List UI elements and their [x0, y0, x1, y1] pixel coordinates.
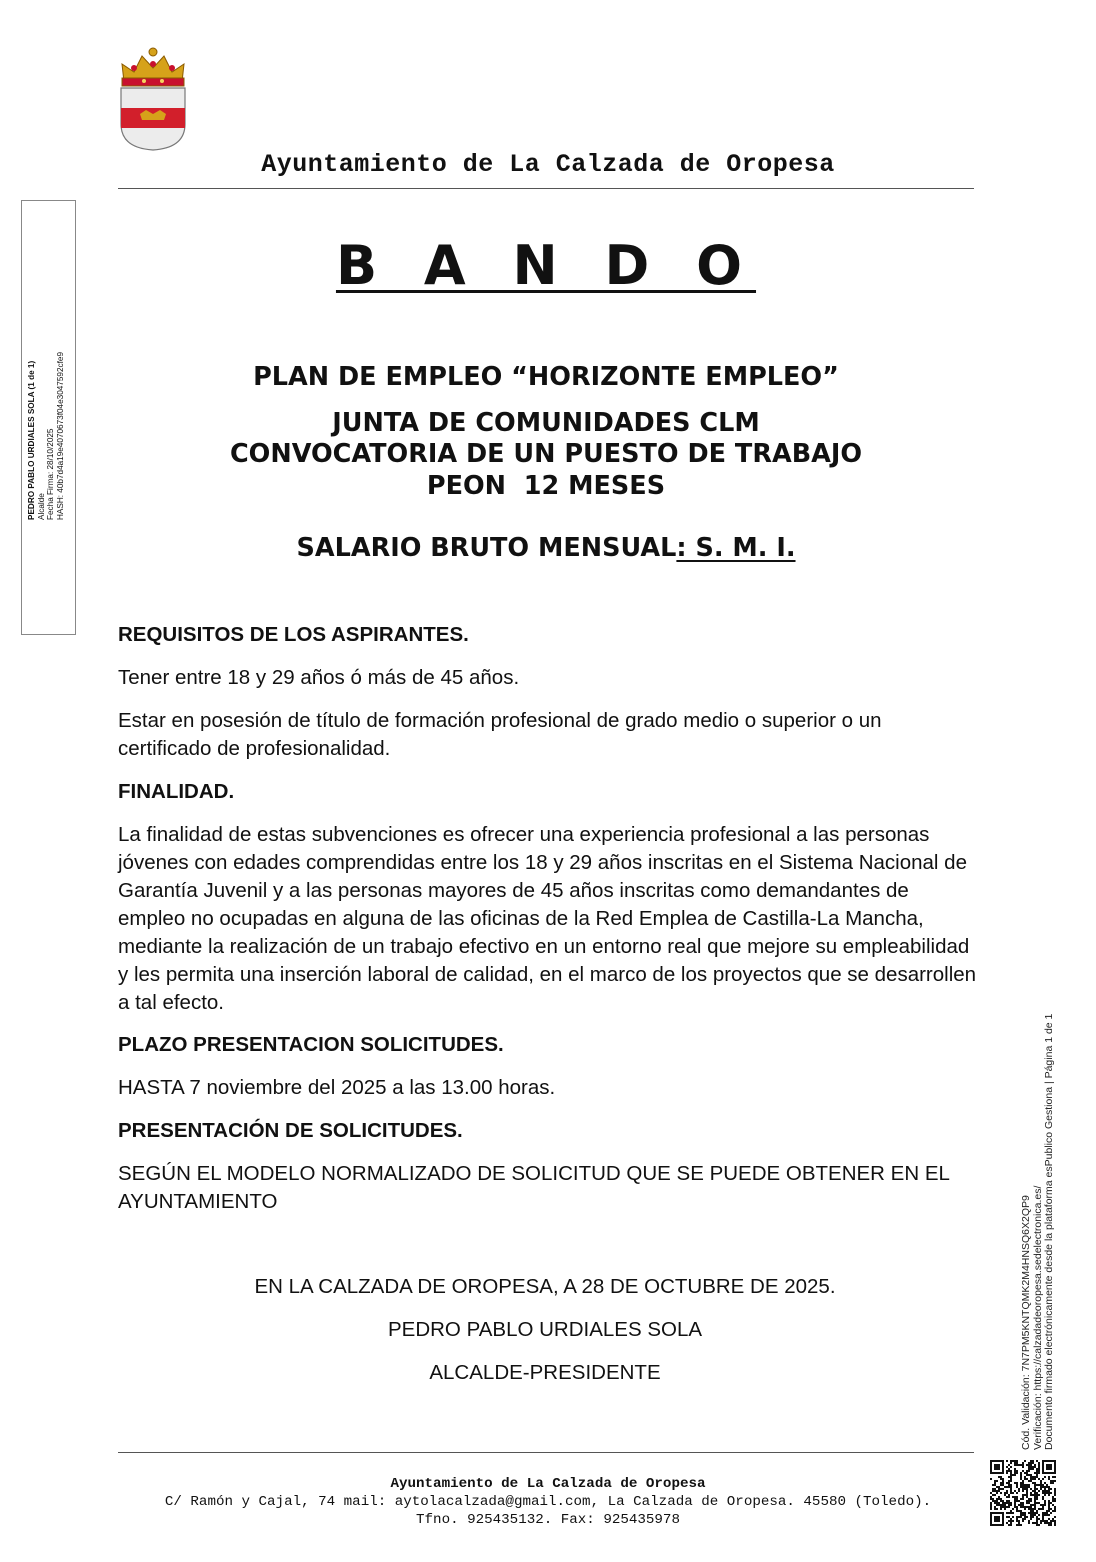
stamp-signer: PEDRO PABLO URDIALES SOLA (1 de 1) [27, 360, 36, 520]
place-date: EN LA CALZADA DE OROPESA, A 28 DE OCTUBRE DE 2025. [254, 1275, 836, 1298]
footer-divider [118, 1452, 974, 1453]
header-title: Ayuntamiento de La Calzada de Oropesa [261, 150, 835, 179]
footer [0, 1475, 1096, 1529]
verification-url: Verificación: https://calzadadeoropesa.sedelectronica.es/ [1031, 1185, 1044, 1450]
platform-note: Documento firmado electrónicamente desde la plataforma esPublico Gestiona | Página 1 de 1 [1043, 1013, 1055, 1450]
requisitos-heading: REQUISITOS DE LOS ASPIRANTES. [118, 623, 469, 646]
plazo-text: HASTA 7 noviembre del 2025 a las 13.00 horas. [118, 1076, 556, 1099]
presentacion-heading: PRESENTACIÓN DE SOLICITUDES. [118, 1119, 463, 1142]
salario-label: SALARIO BRUTO MENSUAL [296, 533, 677, 563]
footer-address: C/ Ramón y Cajal, 74 mail: aytolacalzada@gmail.com, La Calzada de Oropesa. 45580 (Toledo). [164, 1494, 932, 1510]
validation-info [1021, 1014, 1056, 1450]
header-divider [118, 188, 974, 189]
signer-role: ALCALDE-PRESIDENTE [429, 1361, 661, 1384]
requisito-edad: Tener entre 18 y 29 años ó más de 45 años. [118, 666, 520, 689]
validation-code: Cód. Validación: 7N7PM5KNTQMK2M4HNSQ6X2QP9 [1020, 1195, 1032, 1450]
requisito-titulo: Estar en posesión de título de formación profesional de grado medio o superior o un certificado de profesionalidad. [118, 709, 882, 760]
footer-phones: Tfno. 925435132. Fax: 925435978 [416, 1512, 680, 1528]
plan-line: PLAN DE EMPLEO “HORIZONTE EMPLEO” [253, 362, 839, 392]
finalidad-heading: FINALIDAD. [118, 780, 235, 803]
stamp-role: Alcalde [36, 493, 46, 520]
stamp-date: Fecha Firma: 28/10/2025 [46, 428, 55, 520]
presentacion-text: SEGÚN EL MODELO NORMALIZADO DE SOLICITUD QUE SE PUEDE OBTENER EN EL AYUNTAMIENTO [118, 1162, 950, 1213]
qr-code-icon[interactable] [990, 1460, 1056, 1526]
document-title: B A N D O [335, 234, 757, 297]
signer-name: PEDRO PABLO URDIALES SOLA [387, 1318, 703, 1341]
convocatoria-line: CONVOCATORIA DE UN PUESTO DE TRABAJO [229, 439, 863, 469]
finalidad-text: La finalidad de estas subvenciones es ofrecer una experiencia profesional a las personas jóvenes con edades comprendidas entre los 18 y 29 años inscritas en el Sistema Nacional de Garantía Juvenil y a las personas mayores de 45 años inscritas como demandantes de empleo no ocupadas en alguna de las oficinas de la Red Emplea de Castilla-La Mancha, mediante la realización de un trabajo efectivo en un entorno real que mejore su empleabilidad y les permita una inserción laboral de calidad, en el marco de los proyectos que se desarrollen a tal efecto. [118, 823, 977, 1014]
footer-title: Ayuntamiento de La Calzada de Oropesa [390, 1476, 706, 1492]
salario-line [0, 532, 1092, 564]
plazo-heading: PLAZO PRESENTACION SOLICITUDES. [118, 1033, 504, 1056]
stamp-hash: HASH: 40b7d4a19e4070673f04e3047592cfe9 [55, 352, 65, 520]
coat-of-arms-icon [116, 44, 190, 152]
junta-line: JUNTA DE COMUNIDADES CLM [332, 408, 760, 438]
salario-value: : S. M. I. [676, 533, 796, 563]
puesto-line: PEON 12 MESES [426, 471, 666, 501]
